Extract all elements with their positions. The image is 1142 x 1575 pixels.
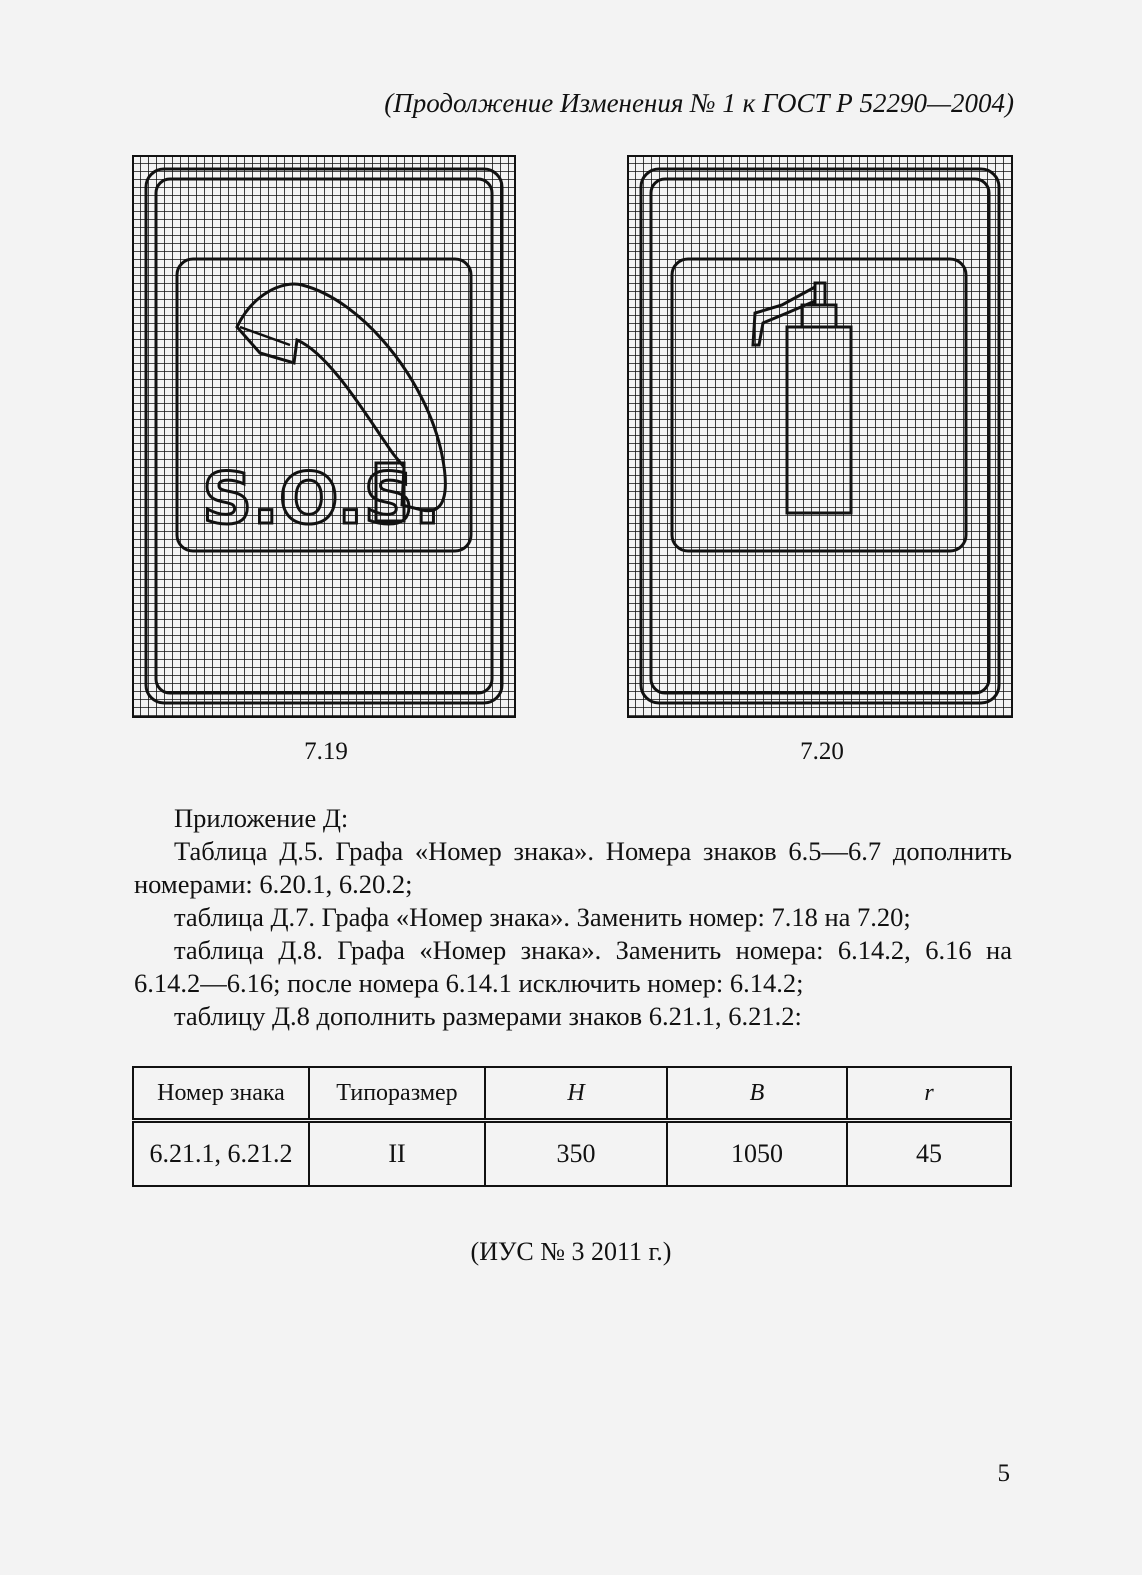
sos-text: S.O.S. — [202, 458, 441, 540]
sign-7-20-drawing — [627, 155, 1013, 719]
page-header: (Продолжение Изменения № 1 к ГОСТ Р 52290—2004) — [384, 88, 1014, 118]
table-header-row — [133, 1067, 1011, 1121]
column-header: Номер знака — [133, 1067, 309, 1121]
paragraph: таблица Д.7. Графа «Номер знака». Заменить номер: 7.18 на 7.20; — [174, 902, 911, 932]
table-row — [133, 1121, 1011, 1187]
table-cell: 45 — [847, 1121, 1011, 1187]
page-number: 5 — [997, 1460, 1010, 1487]
amendment-text — [134, 802, 1012, 1033]
sign-size-table — [132, 1066, 1012, 1187]
source-note: (ИУС № 3 2011 г.) — [470, 1237, 672, 1266]
figure-7-19 — [132, 155, 516, 724]
figure-caption-7-19: 7.19 — [304, 738, 348, 765]
table-cell: 6.21.1, 6.21.2 — [133, 1121, 309, 1187]
paragraph: таблица Д.8. Графа «Номер знака». Заменить номера: 6.14.2, 6.16 на 6.14.2—6.16; после номера 6.14.1 исключить номер: 6.14.2; — [134, 935, 1012, 998]
paragraph: Таблица Д.5. Графа «Номер знака». Номера знаков 6.5—6.7 дополнить номерами: 6.20.1, 6.20.2; — [134, 836, 1012, 899]
table-cell: 1050 — [667, 1121, 847, 1187]
column-header: B — [667, 1067, 847, 1121]
table-cell: II — [309, 1121, 485, 1187]
paragraph: Приложение Д: — [174, 803, 349, 833]
figure-7-20 — [627, 155, 1013, 724]
figure-caption-7-20: 7.20 — [800, 738, 844, 765]
sign-7-19-drawing — [132, 155, 516, 719]
table-cell: 350 — [485, 1121, 667, 1187]
column-header: r — [847, 1067, 1011, 1121]
column-header: Типоразмер — [309, 1067, 485, 1121]
column-header: H — [485, 1067, 667, 1121]
paragraph: таблицу Д.8 дополнить размерами знаков 6.21.1, 6.21.2: — [174, 1001, 802, 1031]
